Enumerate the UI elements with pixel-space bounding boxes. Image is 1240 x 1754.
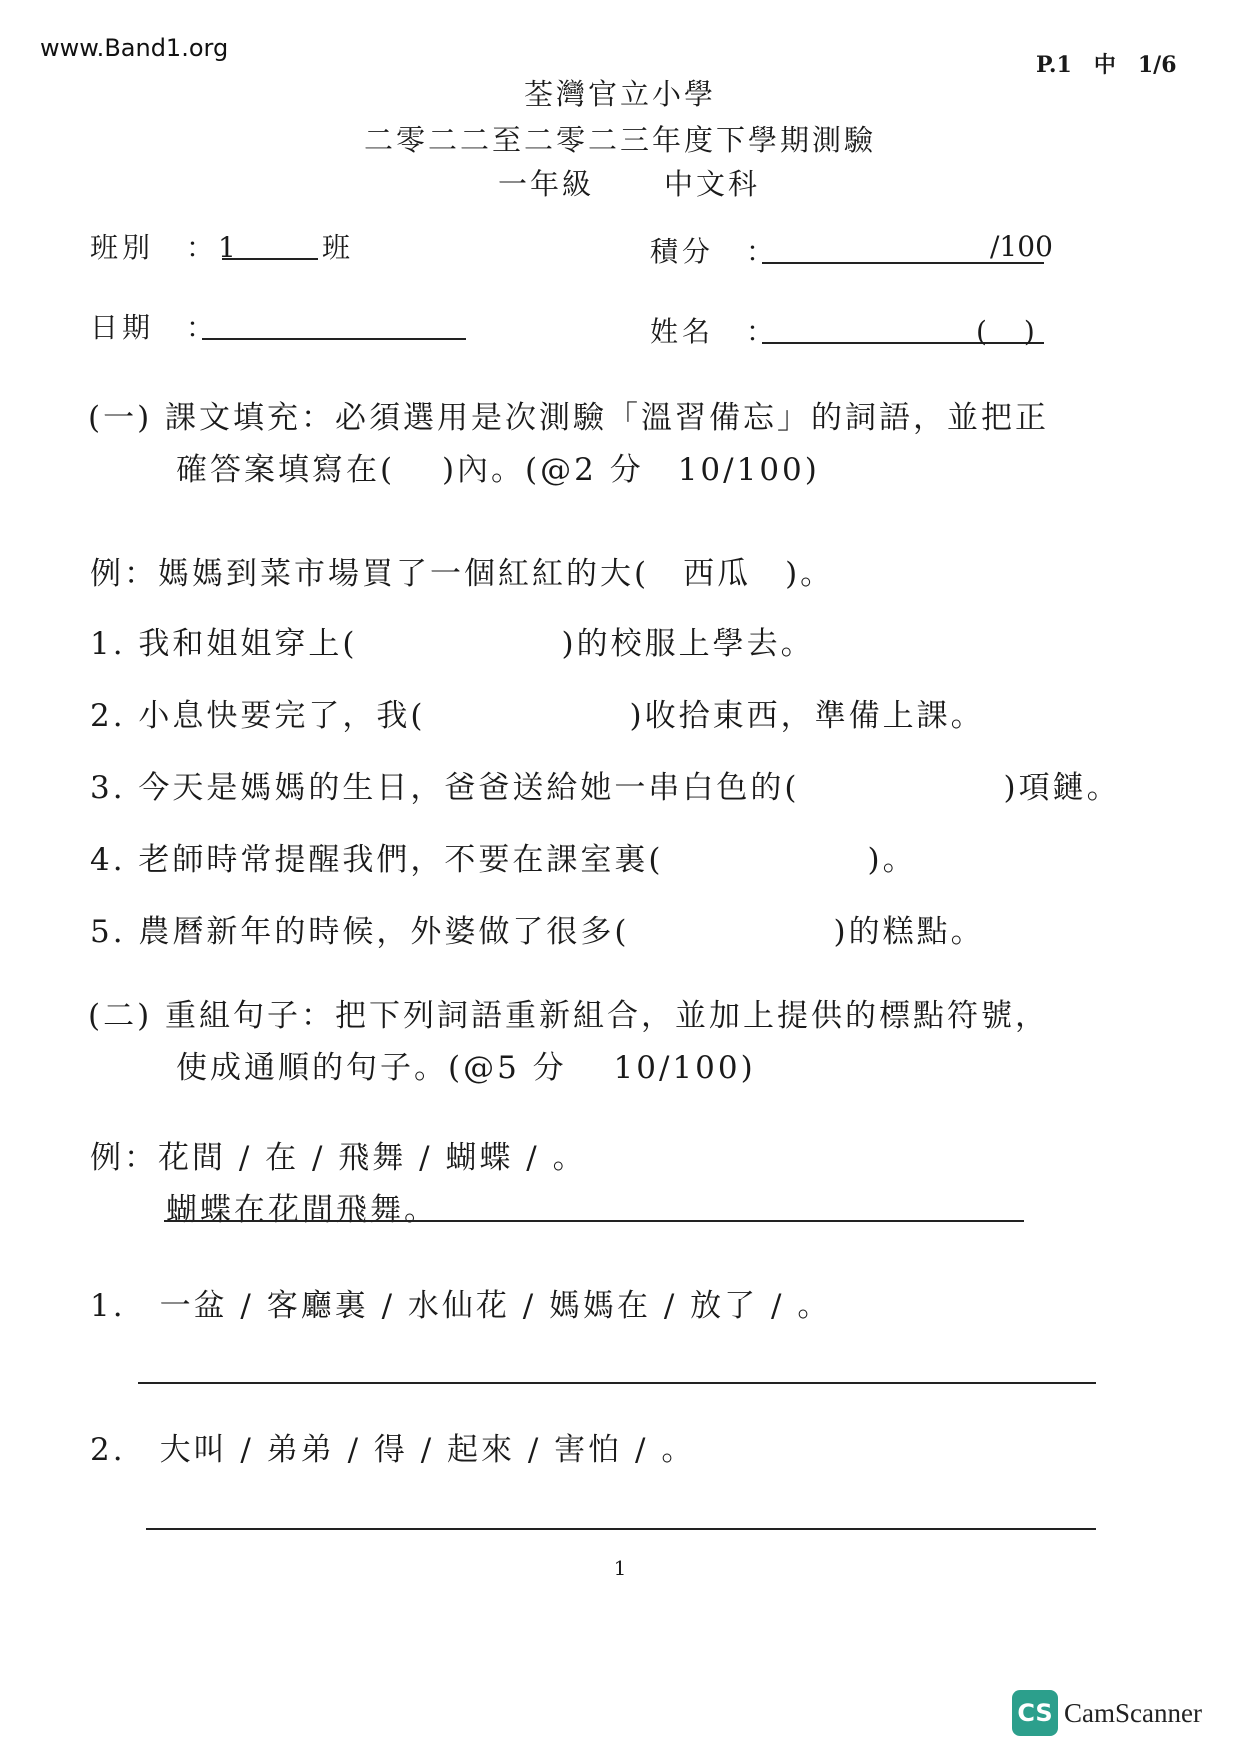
section2-instructions: 使成通順的句子。(@5 分 10/100) <box>176 1050 756 1086</box>
class-label: 班別 ：1 <box>90 231 240 264</box>
section1-question-1: 1. 我和姐姐穿上( )的校服上學去。 <box>90 626 815 662</box>
camscanner-logo-icon: CS <box>1012 1690 1058 1736</box>
name-label: 姓名 ： <box>650 315 779 348</box>
section1-question-5: 5. 農曆新年的時候，外婆做了很多( )的糕點。 <box>90 914 985 950</box>
section1-example: 例：媽媽到菜市場買了一個紅紅的大( 西瓜 )。 <box>90 556 835 592</box>
subject: 中文科 <box>664 167 761 201</box>
section2-question-2: 2. 大叫 / 弟弟 / 得 / 起來 / 害怕 / 。 <box>90 1432 696 1468</box>
class-blank[interactable] <box>222 258 318 260</box>
section1-question-4: 4. 老師時常提醒我們，不要在課室裏( )。 <box>90 842 917 878</box>
section1-question-2: 2. 小息快要完了，我( )收拾東西，準備上課。 <box>90 698 985 734</box>
example-answer-line <box>164 1220 1024 1222</box>
term-title: 二零二二至二零二三年度下學期測驗 <box>363 123 876 157</box>
section1-title: (一) 課文填充：必須選用是次測驗「溫習備忘」的詞語，並把正 <box>88 400 1050 436</box>
date-blank[interactable] <box>202 338 466 340</box>
date-label: 日期 ： <box>90 311 219 344</box>
score-total: /100 <box>990 230 1053 263</box>
section2-example-answer: 蝴蝶在花間飛舞。 <box>166 1192 438 1228</box>
section2-question-1: 1. 一盆 / 客廳裏 / 水仙花 / 媽媽在 / 放了 / 。 <box>90 1288 832 1324</box>
page-reference: P.1 中 1/6 <box>1036 52 1177 78</box>
name-class-number: ( ) <box>976 315 1035 348</box>
class-suffix: 班 <box>322 231 355 264</box>
section2-title: (二) 重組句子：把下列詞語重新組合，並加上提供的標點符號， <box>88 998 1050 1034</box>
answer-line-2[interactable] <box>146 1528 1096 1530</box>
score-label: 積分 ： <box>650 235 779 268</box>
answer-line-1[interactable] <box>138 1382 1096 1384</box>
section1-instructions: 確答案填寫在( )內。(@2 分 10/100) <box>176 452 820 488</box>
page-number: 1 <box>613 1556 627 1580</box>
grade: 一年級 <box>498 167 595 201</box>
section1-question-3: 3. 今天是媽媽的生日，爸爸送給她一串白色的( )項鏈。 <box>90 770 1121 806</box>
camscanner-label: CamScanner <box>1064 1698 1202 1728</box>
school-name: 荃灣官立小學 <box>523 77 716 111</box>
section2-example-words: 例：花間 / 在 / 飛舞 / 蝴蝶 / 。 <box>90 1140 587 1176</box>
watermark-site: www.Band1.org <box>40 34 229 62</box>
